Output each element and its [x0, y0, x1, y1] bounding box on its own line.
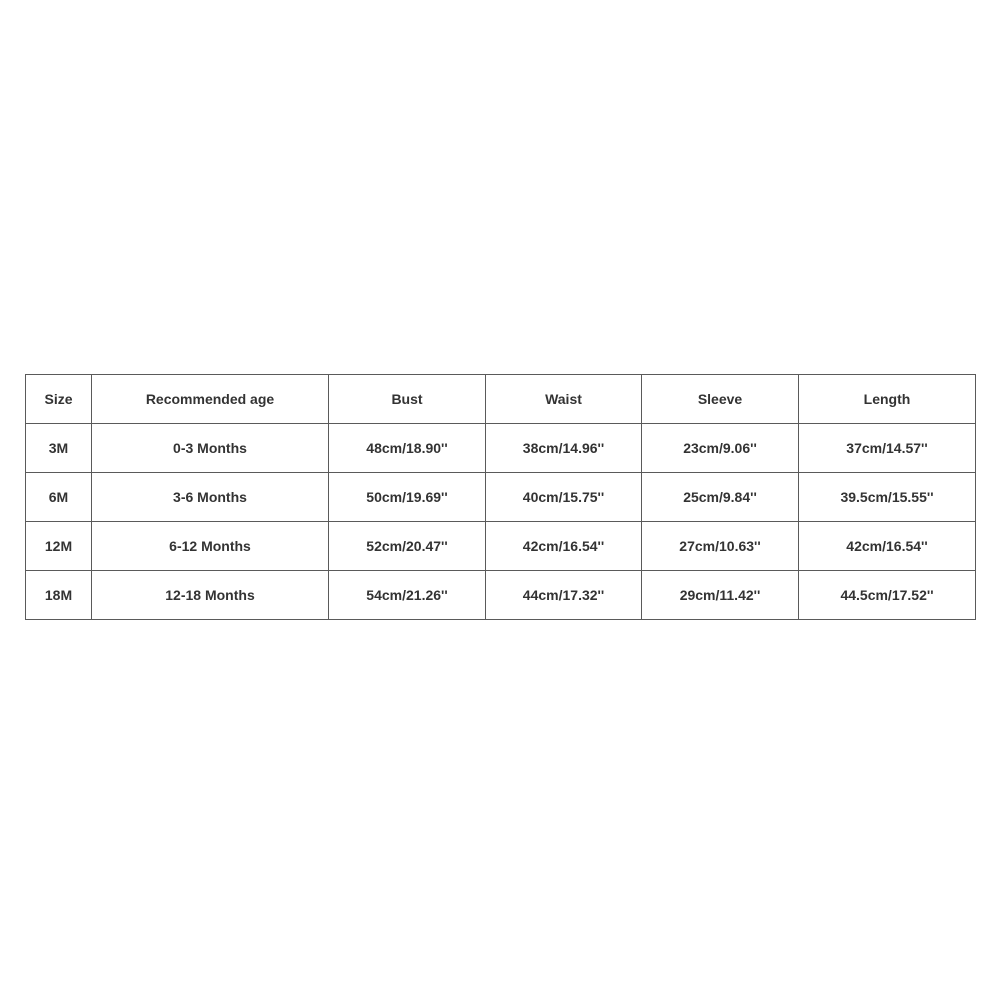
- cell-recommended-age: 0-3 Months: [92, 424, 329, 473]
- cell-size: 12M: [26, 522, 92, 571]
- cell-bust: 52cm/20.47'': [329, 522, 486, 571]
- header-row: [26, 375, 976, 424]
- cell-bust: 50cm/19.69'': [329, 473, 486, 522]
- header-cell-sleeve: Sleeve: [642, 375, 799, 424]
- cell-recommended-age: 12-18 Months: [92, 571, 329, 620]
- cell-length: 37cm/14.57'': [799, 424, 976, 473]
- cell-bust: 54cm/21.26'': [329, 571, 486, 620]
- header-cell-size: Size: [26, 375, 92, 424]
- cell-length: 39.5cm/15.55'': [799, 473, 976, 522]
- cell-waist: 38cm/14.96'': [486, 424, 642, 473]
- table-row: [26, 473, 976, 522]
- cell-waist: 40cm/15.75'': [486, 473, 642, 522]
- cell-waist: 42cm/16.54'': [486, 522, 642, 571]
- cell-sleeve: 27cm/10.63'': [642, 522, 799, 571]
- cell-sleeve: 23cm/9.06'': [642, 424, 799, 473]
- cell-size: 3M: [26, 424, 92, 473]
- size-chart-table: [25, 374, 976, 620]
- cell-bust: 48cm/18.90'': [329, 424, 486, 473]
- table-row: [26, 522, 976, 571]
- header-cell-waist: Waist: [486, 375, 642, 424]
- cell-size: 18M: [26, 571, 92, 620]
- table-row: [26, 571, 976, 620]
- cell-waist: 44cm/17.32'': [486, 571, 642, 620]
- cell-size: 6M: [26, 473, 92, 522]
- header-cell-bust: Bust: [329, 375, 486, 424]
- cell-sleeve: 29cm/11.42'': [642, 571, 799, 620]
- header-cell-length: Length: [799, 375, 976, 424]
- cell-recommended-age: 3-6 Months: [92, 473, 329, 522]
- cell-length: 44.5cm/17.52'': [799, 571, 976, 620]
- cell-length: 42cm/16.54'': [799, 522, 976, 571]
- header-cell-recommended-age: Recommended age: [92, 375, 329, 424]
- table-row: [26, 424, 976, 473]
- cell-sleeve: 25cm/9.84'': [642, 473, 799, 522]
- cell-recommended-age: 6-12 Months: [92, 522, 329, 571]
